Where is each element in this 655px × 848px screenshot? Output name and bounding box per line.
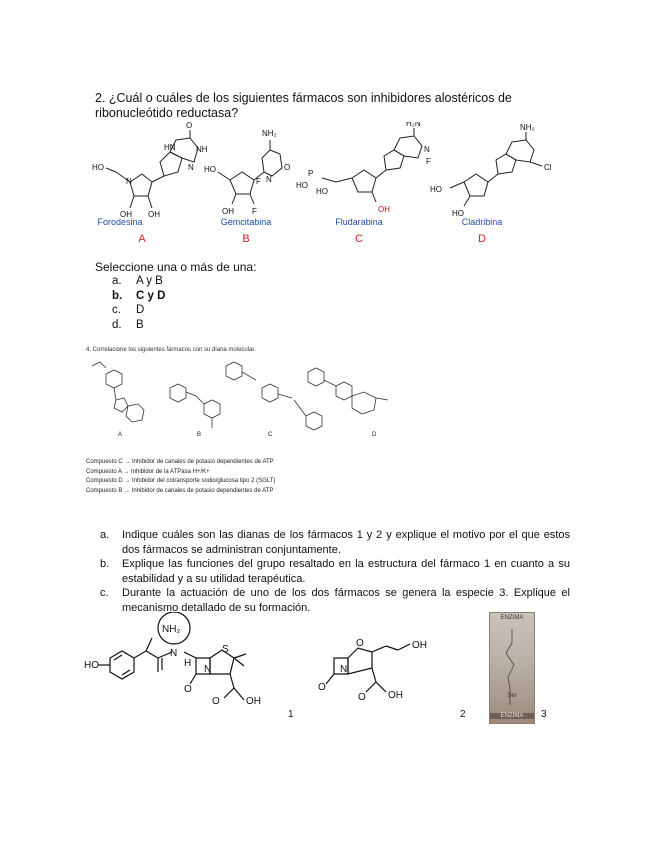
q4-letter-b: B — [197, 432, 202, 438]
option-text: A y B — [136, 275, 163, 287]
option-d[interactable] — [112, 318, 165, 333]
option-key: c. — [112, 304, 121, 316]
question-2-title: 2. ¿Cuál o cuáles de los siguientes fármacos son inhibidores alostéricos de ribonucleótido reductasa? — [95, 91, 512, 120]
compound-line: Compuesto D → Inhibidor del cotransporte sodio/glucosa tipo 2 (SGLT) — [86, 478, 276, 484]
svg-text:OH: OH — [222, 207, 234, 216]
svg-text:NH₂: NH₂ — [520, 123, 535, 132]
part-text: Indique cuáles son las dianas de los fármacos 1 y 2 y explique el motivo por el que estos dos fármacos se administran conjuntamente. — [122, 529, 570, 556]
svg-text:HO: HO — [430, 185, 442, 194]
option-text: B — [136, 318, 144, 331]
svg-text:OH: OH — [246, 696, 261, 707]
svg-text:N: N — [340, 664, 348, 675]
svg-text:OH: OH — [388, 690, 403, 701]
select-prompt: Seleccione una o más de una: — [95, 260, 257, 274]
compound-line: Compuesto C → Inhibidor de canales de potasio dependientes de ATP — [86, 459, 274, 465]
option-c[interactable] — [112, 303, 165, 318]
q4-structures — [86, 358, 406, 438]
svg-text:HO: HO — [316, 187, 328, 196]
part-key: a. — [100, 529, 110, 541]
svg-text:N: N — [126, 177, 132, 186]
question-parts — [100, 528, 570, 615]
svg-text:N: N — [188, 163, 194, 172]
option-key: a. — [112, 275, 122, 287]
part-text: Explique las funciones del grupo resaltado en la estructura del fármaco 1 en cuanto a su estabilidad y a su utilidad terapéutica. — [122, 558, 570, 585]
option-text: D — [136, 304, 145, 316]
drug-letter-d: D — [478, 233, 486, 245]
drug-name-cladribina: Cladribina — [461, 217, 503, 227]
svg-text:H₂N: H₂N — [406, 122, 421, 128]
part-a — [100, 528, 570, 557]
bottom-structures — [84, 612, 484, 722]
compound-line: Compuesto A → Inhibidor de la ATPasa H+/K+ — [86, 468, 210, 475]
option-key: b. — [112, 289, 123, 302]
photo-ser-label: Ser — [507, 693, 517, 699]
part-text: Durante la actuación de uno de los dos fármacos se genera la especie 3. Explique el mecanismo detallado de su formación. — [122, 587, 570, 614]
photo-enzyme-bottom: ENZIMA — [490, 713, 534, 719]
svg-text:F: F — [252, 207, 257, 216]
svg-text:F: F — [426, 157, 431, 166]
svg-text:HN: HN — [164, 143, 176, 152]
structure-label-2: 2 — [460, 709, 466, 720]
svg-text:O: O — [212, 696, 220, 707]
svg-text:NH₂: NH₂ — [262, 129, 277, 138]
svg-text:OH: OH — [378, 205, 390, 214]
svg-text:HO: HO — [452, 209, 464, 218]
svg-text:O: O — [356, 638, 364, 649]
structure-label-3: 3 — [541, 709, 547, 720]
part-b — [100, 557, 570, 586]
svg-text:Cl: Cl — [544, 163, 552, 172]
svg-text:O: O — [318, 682, 326, 693]
option-b[interactable] — [112, 289, 165, 304]
svg-text:O: O — [358, 692, 366, 703]
svg-text:O: O — [186, 122, 193, 130]
svg-text:P: P — [308, 169, 314, 178]
drug-name-fludarabina: Fludarabina — [335, 217, 383, 227]
species-3-photo — [489, 612, 535, 724]
svg-text:HO: HO — [296, 181, 308, 190]
answer-options — [112, 274, 165, 332]
q2-structures — [90, 122, 570, 227]
drug-letter-b: B — [242, 233, 250, 245]
svg-text:H: H — [184, 658, 192, 669]
q4-letter-d: D — [372, 432, 377, 438]
part-c — [100, 586, 570, 615]
svg-text:N: N — [170, 648, 178, 659]
svg-text:OH: OH — [148, 210, 160, 219]
option-text: C y D — [136, 289, 166, 302]
compound-list — [86, 458, 275, 496]
svg-text:O: O — [184, 684, 192, 695]
compound-line: Compuesto B → Inhibidor de canales de potasio dependientes de ATP — [86, 487, 274, 494]
species-3-sketch — [490, 623, 534, 713]
option-key: d. — [112, 318, 122, 331]
svg-text:N: N — [424, 145, 430, 154]
svg-text:OH: OH — [120, 210, 132, 219]
svg-text:S: S — [222, 644, 229, 655]
svg-text:O: O — [284, 163, 291, 172]
part-key: b. — [100, 558, 110, 570]
drug-name-forodesina: Forodesina — [97, 217, 143, 227]
drug-letter-a: A — [138, 233, 146, 245]
structure-label-1: 1 — [288, 709, 294, 720]
question-4-title: 4. Correlacione los siguientes fármacos con su diana molecular. — [86, 347, 256, 353]
svg-text:HO: HO — [204, 165, 216, 174]
svg-text:OH: OH — [412, 640, 427, 651]
q4-letter-a: A — [118, 432, 123, 438]
svg-text:N: N — [266, 175, 272, 184]
drug-name-gemcitabina: Gemcitabina — [220, 217, 272, 227]
svg-text:NH₂: NH₂ — [162, 624, 181, 635]
svg-text:HO: HO — [84, 660, 99, 671]
svg-text:NH: NH — [196, 145, 208, 154]
drug-letter-c: C — [355, 233, 363, 245]
photo-enzyme-top: ENZIMA — [500, 615, 524, 621]
svg-text:N: N — [204, 664, 212, 675]
q4-letter-c: C — [268, 432, 273, 438]
svg-text:F: F — [256, 177, 261, 186]
svg-text:HO: HO — [92, 163, 104, 172]
option-a[interactable] — [112, 274, 165, 289]
part-key: c. — [100, 587, 109, 599]
